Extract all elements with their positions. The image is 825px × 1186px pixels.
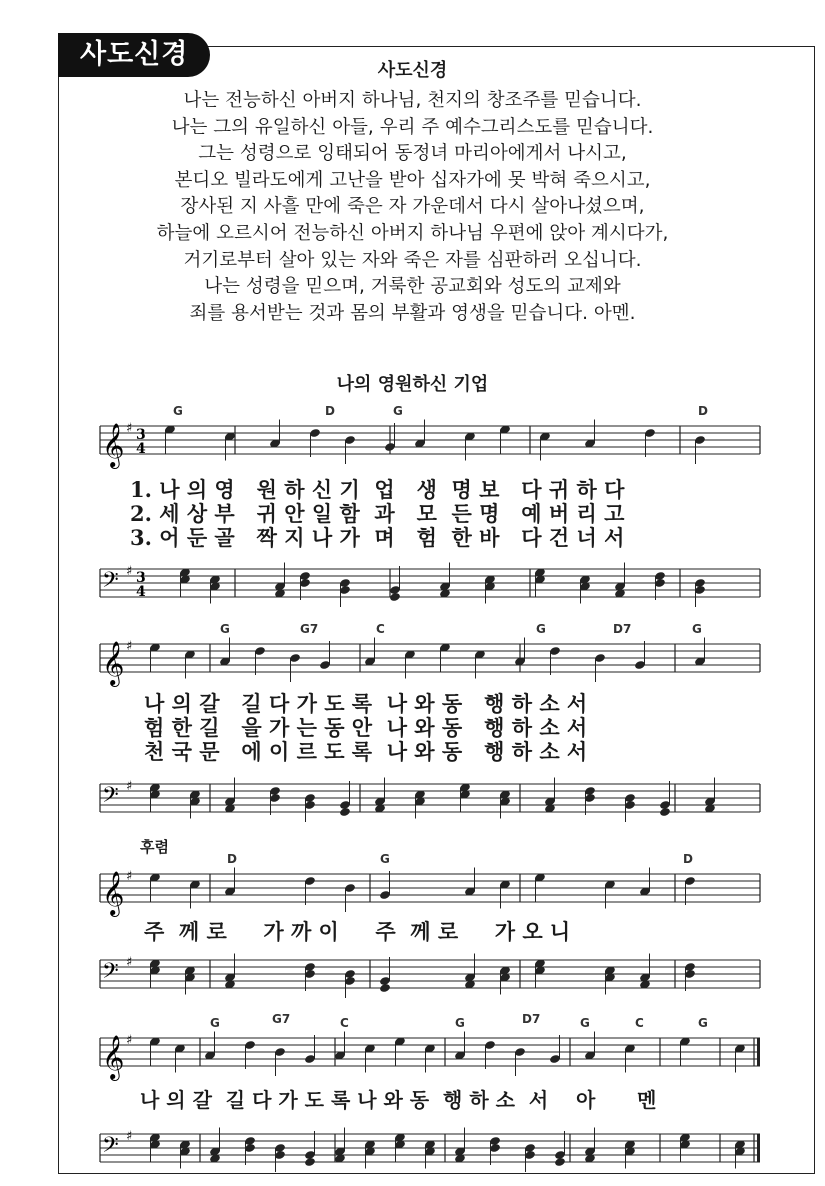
creed-line: 장사된 지 사흘 만에 죽은 자 가운데서 다시 살아나셨으며, <box>180 196 645 218</box>
treble-staff <box>100 1024 760 1084</box>
bass-staff <box>100 555 760 615</box>
key-signature-sharp: ♯ <box>126 639 133 654</box>
chord-symbol: G <box>380 852 390 866</box>
key-signature-sharp: ♯ <box>126 779 133 794</box>
key-signature-sharp: ♯ <box>126 1033 133 1048</box>
lyric-line: 나 의 갈 길 다 가 도 록 나 와 동 행 하 소 서 아 멘 <box>140 1088 657 1112</box>
treble-staff <box>100 630 760 690</box>
score-system-4 <box>100 1012 760 1172</box>
creed-line: 죄를 용서받는 것과 몸의 부활과 영생을 믿습니다. 아멘. <box>189 302 636 324</box>
chord-symbol: G <box>698 1016 708 1030</box>
key-signature-sharp: ♯ <box>126 1129 133 1144</box>
note-head <box>304 1157 316 1167</box>
treble-clef: 𝄞 <box>102 423 125 467</box>
creed-line: 하늘에 오르시어 전능하신 아버지 하나님 우편에 앉아 계시다가, <box>156 222 669 244</box>
chord-symbol: D <box>325 404 335 418</box>
lyric-line: 2. 세 상 부 귀 안 일 함 과 모 든 명 예 버 리 고 <box>130 501 625 526</box>
note-head <box>659 807 671 817</box>
creed-line: 나는 성령을 믿으며, 거룩한 공교회와 성도의 교제와 <box>204 276 621 298</box>
creed-line: 거기로부터 살아 있는 자와 죽은 자를 심판하러 오십니다. <box>183 249 642 271</box>
chord-symbol: G <box>536 622 546 636</box>
section-badge: 사도신경 <box>58 33 210 77</box>
chord-symbol: C <box>635 1016 644 1030</box>
hymn-title: 나의 영원하신 기업 <box>336 374 489 395</box>
creed-line: 그는 성령으로 잉태되어 동정녀 마리아에게서 나시고, <box>198 143 627 165</box>
chord-symbol: G <box>692 622 702 636</box>
lyric-line: 나 의 갈 길 다 가 도 록 나 와 동 행 하 소 서 <box>144 691 588 716</box>
lyric-line: 험 한 길 을 가 는 동 안 나 와 동 행 하 소 서 <box>144 715 588 740</box>
chord-symbol: G <box>580 1016 590 1030</box>
final-barline <box>757 1134 760 1162</box>
creed-line: 나는 전능하신 아버지 하나님, 천지의 창조주를 믿습니다. <box>183 90 642 111</box>
lyric-line: 천 국 문 에 이 르 도 록 나 와 동 행 하 소 서 <box>144 739 588 764</box>
chord-symbol: D <box>227 852 237 866</box>
chord-symbol: G <box>455 1016 465 1030</box>
key-signature-sharp: ♯ <box>126 869 133 884</box>
chord-symbol: C <box>376 622 385 636</box>
lyric-line: 3. 어 둔 골 짝 지 나 가 며 험 한 바 다 건 너 서 <box>130 525 625 550</box>
lyric-line: 주 께 로 가 까 이 주 께 로 가 오 니 <box>144 919 571 944</box>
chord-symbol: D <box>683 852 693 866</box>
treble-clef: 𝄞 <box>102 641 125 685</box>
note-head <box>389 592 401 602</box>
bass-clef: 𝄢 <box>102 568 119 598</box>
time-signature: 4 <box>136 441 146 457</box>
creed-line: 나는 그의 유일하신 아들, 우리 주 예수그리스도를 믿습니다. <box>171 116 654 138</box>
time-signature: 4 <box>136 584 146 600</box>
treble-clef: 𝄞 <box>102 871 125 915</box>
note-head <box>554 1157 566 1167</box>
key-signature-sharp: ♯ <box>126 421 133 436</box>
chord-symbol: D7 <box>522 1012 541 1026</box>
bass-clef: 𝄢 <box>102 1133 119 1163</box>
chord-symbol: G <box>220 622 230 636</box>
bass-staff <box>100 770 760 830</box>
key-signature-sharp: ♯ <box>126 564 133 579</box>
chord-symbol: G <box>393 404 403 418</box>
chord-symbol: G <box>210 1016 220 1030</box>
creed-text <box>0 88 825 327</box>
bass-clef: 𝄢 <box>102 959 119 989</box>
treble-staff <box>100 860 760 920</box>
creed-title: 사도신경 <box>377 60 448 81</box>
note-head <box>379 983 391 993</box>
chord-symbol: G7 <box>300 622 319 636</box>
refrain-label: 후렴 <box>140 838 169 856</box>
score-system-2 <box>100 618 760 828</box>
bass-clef: 𝄢 <box>102 783 119 813</box>
time-signature: 3 <box>136 570 146 586</box>
chord-symbol: G7 <box>272 1012 291 1026</box>
treble-clef: 𝄞 <box>102 1035 125 1079</box>
key-signature-sharp: ♯ <box>126 955 133 970</box>
score-system-1 <box>100 400 760 610</box>
bass-staff <box>100 1120 760 1180</box>
lyric-line: 1. 나 의 영 원 하 신 기 업 생 명 보 다 귀 하 다 <box>130 477 625 502</box>
note-head <box>339 807 351 817</box>
treble-staff <box>100 412 760 472</box>
chord-symbol: C <box>340 1016 349 1030</box>
time-signature: 3 <box>136 427 146 443</box>
final-barline <box>757 1038 760 1066</box>
score-system-3 <box>100 836 760 1001</box>
chord-symbol: D <box>698 404 708 418</box>
chord-symbol: D7 <box>613 622 632 636</box>
creed-line: 본디오 빌라도에게 고난을 받아 십자가에 못 박혀 죽으시고, <box>174 169 651 191</box>
bass-staff <box>100 946 760 1006</box>
chord-symbol: G <box>173 404 183 418</box>
